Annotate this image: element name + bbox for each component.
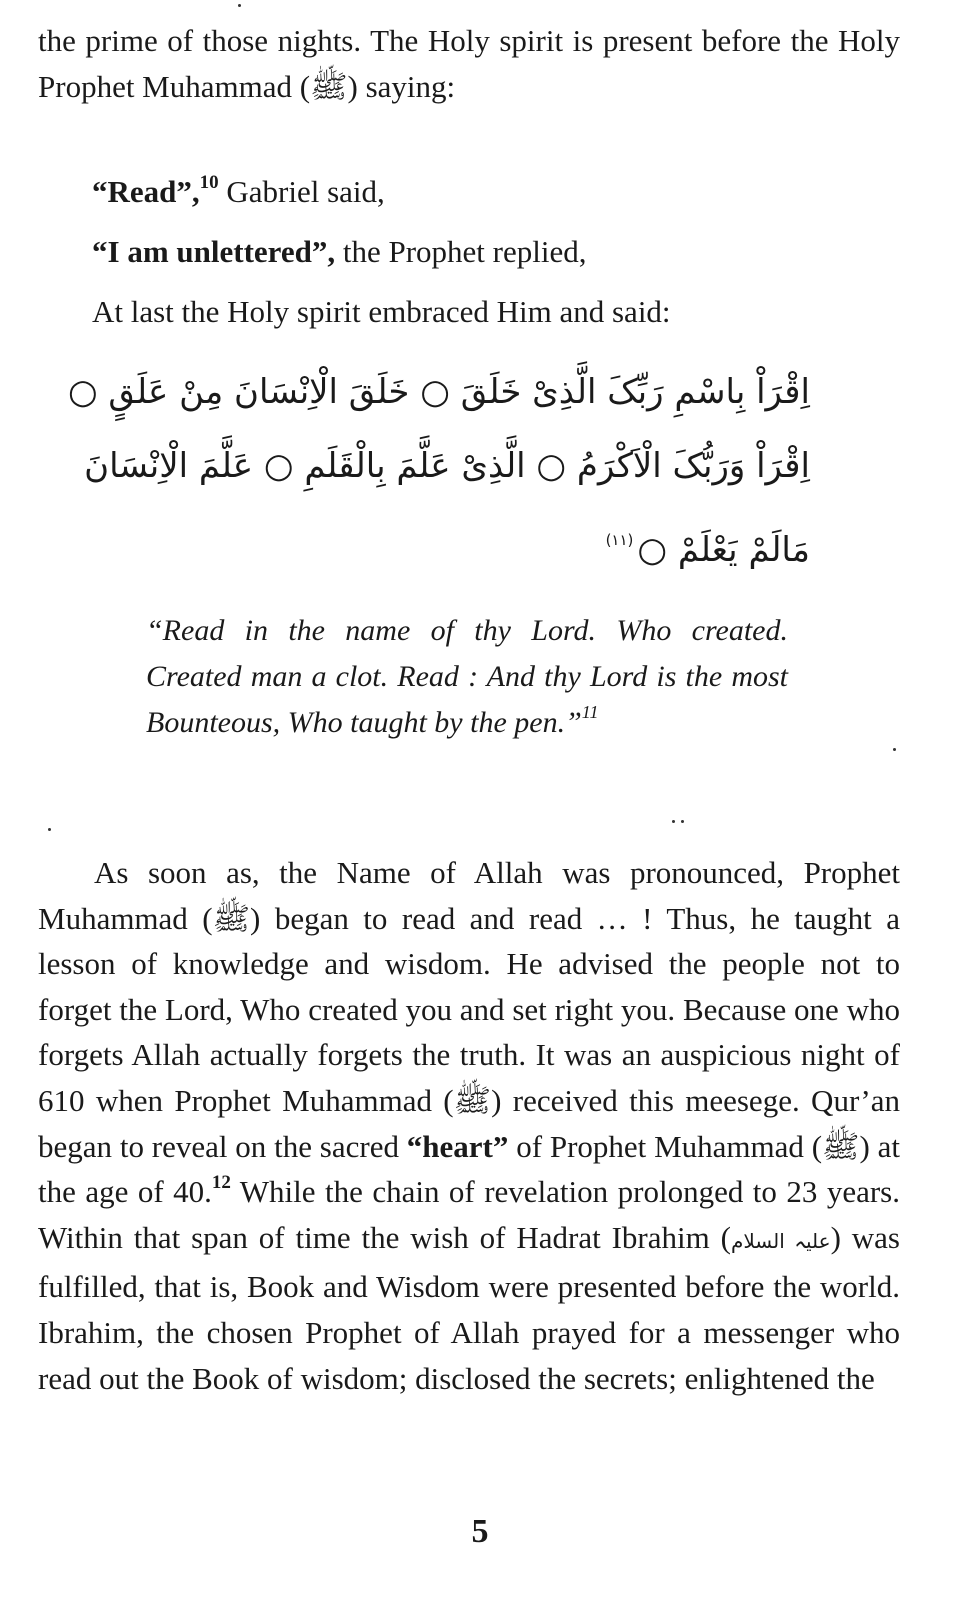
main-text-part-1: As soon as, the Name of Allah was pronounced, Prophet Muhammad (ﷺ) began to read and read … ! Thus, he taught a lesson of knowledge and wisdom. He advised the people not to forget the Lord, Who created you and set right you. Because one who forgets Allah actually forgets the truth. It was an auspicious night of 610 when Prophet Muhammad (ﷺ) received this meesege. Qur’an began to reveal on the sacred bbox=[38, 855, 901, 1164]
dialogue-line-read bbox=[92, 172, 385, 212]
main-text-part-4: ) was fulfilled, that is, Book and Wisdom were presented before the world. Ibrahim, the chosen Prophet of Allah prayed for a messenger who read out the Book of wisdom; disclosed the secrets; enlightened the bbox=[38, 1219, 900, 1396]
dialogue-speaker-gabriel: Gabriel said, bbox=[218, 174, 385, 209]
salutation-glyph: علیہ السلام bbox=[730, 1228, 831, 1253]
intro-text: the prime of those nights. The Holy spirit is present before the Holy Prophet Muhammad (ﷺ) saying: bbox=[38, 23, 900, 104]
main-paragraph bbox=[38, 850, 900, 1401]
dialogue-line-embraced: At last the Holy spirit embraced Him and said: bbox=[92, 294, 671, 329]
dialogue-line-unlettered bbox=[92, 232, 587, 272]
footnote-ref-11: 11 bbox=[581, 702, 599, 722]
arabic-verse-reference: (١١) bbox=[605, 531, 634, 549]
intro-paragraph bbox=[38, 18, 900, 110]
dialogue-speaker-prophet: the Prophet replied, bbox=[335, 234, 587, 269]
main-text-heart: “heart” bbox=[406, 1128, 509, 1164]
arabic-verse-line-3 bbox=[150, 520, 810, 570]
dialogue-quote-unlettered: “I am unlettered”, bbox=[92, 234, 336, 269]
scan-speck bbox=[238, 4, 241, 7]
scan-speck bbox=[48, 828, 51, 831]
scan-speck bbox=[893, 748, 896, 751]
page-number: 5 bbox=[471, 1513, 489, 1550]
arabic-verse-line-2: اِقْرَاْ وَرَبُّکَ الْاَکْرَمُ ○ الَّذِیْ عَلَّمَ بِالْقَلَمِ ○ عَلَّمَ الْاِنْسَانَ bbox=[84, 446, 810, 486]
dialogue-quote-read: “Read”, bbox=[92, 174, 200, 209]
main-text-part-2: of Prophet Muhammad (ﷺ) at the age of 40. bbox=[38, 1128, 900, 1210]
main-text-part-3: While the chain of revelation prolonged to 23 years. Within that span of time the wish of Hadrat Ibrahim ( bbox=[38, 1174, 900, 1255]
footnote-ref-10: 10 bbox=[199, 172, 219, 193]
scan-speck bbox=[672, 820, 675, 823]
scan-speck bbox=[681, 820, 684, 823]
verse-translation-text: “Read in the name of thy Lord. Who created. Created man a clot. Read : And thy Lord is the most Bounteous, Who taught by the pen.” bbox=[146, 614, 788, 739]
footnote-ref-12: 12 bbox=[211, 1172, 231, 1194]
arabic-verse-line-1: اِقْرَاْ بِاسْمِ رَبِّکَ الَّذِیْ خَلَقَ ○ خَلَقَ الْاِنْسَانَ مِنْ عَلَقٍ ○ bbox=[67, 372, 810, 412]
verse-translation bbox=[146, 608, 788, 746]
arabic-verse-line-3-text: مَالَمْ یَعْلَمْ ○ bbox=[637, 530, 810, 570]
